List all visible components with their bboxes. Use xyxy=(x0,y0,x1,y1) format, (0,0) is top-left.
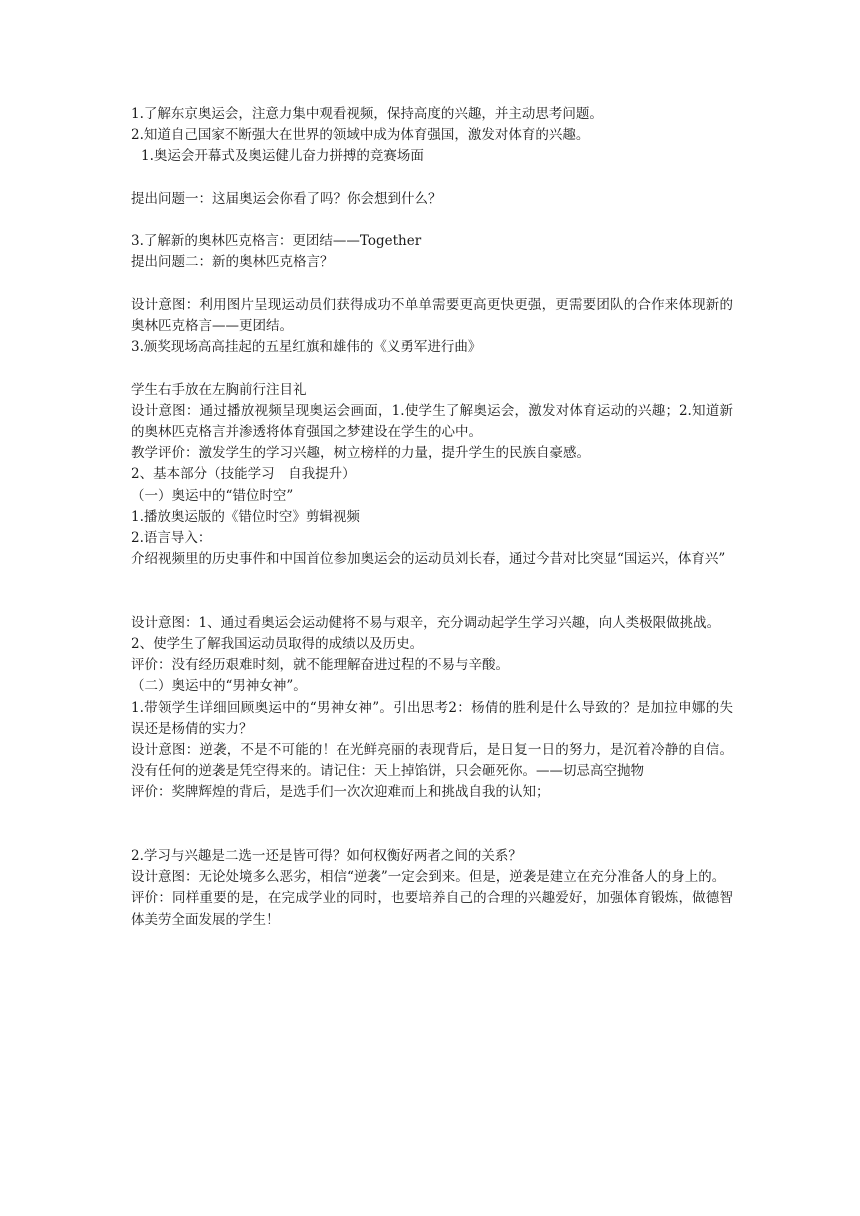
paragraph-opening-ceremony: 1.奥运会开幕式及奥运健儿奋力拼搏的竞赛场面 xyxy=(141,148,424,165)
paragraph-teaching-evaluation: 教学评价：激发学生的学习兴趣，树立榜样的力量，提升学生的民族自豪感。 xyxy=(131,445,590,462)
paragraph-history-intro: 介绍视频里的历史事件和中国首位参加奥运会的运动员刘长春，通过今昔对比突显“国运兴，体育兴” xyxy=(131,551,726,568)
paragraph-study-interest-question: 2.学习与兴趣是二选一还是皆可得？如何权衡好两者之间的关系？ xyxy=(131,847,522,864)
paragraph-design-intent-5: 设计意图：无论处境多么恶劣，相信“逆袭”一定会到来。但是，逆袭是建立在充分准备人的身上的。 xyxy=(131,869,726,886)
blank-line xyxy=(131,804,733,825)
paragraph-design-intent-3: 设计意图：1、通过看奥运会运动健将不易与艰辛，充分调动起学生学习兴趣，向人类极限做挑战。 xyxy=(131,614,721,631)
paragraph-goal-1: 1.了解东京奥运会，注意力集中观看视频，保持高度的兴趣，并主动思考问题。 xyxy=(131,106,603,122)
paragraph-achievements: 2、使学生了解我国运动员取得的成绩以及历史。 xyxy=(131,635,424,652)
blank-line xyxy=(131,358,733,379)
paragraph-language-intro: 2.语言导入： xyxy=(131,530,212,546)
blank-line xyxy=(131,825,733,846)
paragraph-motto: 3.了解新的奥林匹克格言：更团结——Together xyxy=(131,233,422,250)
paragraph-play-video: 1.播放奥运版的《错位时空》剪辑视频 xyxy=(131,508,360,525)
paragraph-award-ceremony: 3.颁奖现场高高挂起的五星红旗和雄伟的《义勇军进行曲》 xyxy=(131,339,482,356)
blank-line xyxy=(131,274,733,295)
paragraph-review-athletes: 1.带领学生详细回顾奥运中的“男神女神”。引出思考2：杨倩的胜利是什么导致的？是加拉申娜的失误还是杨倩的实力？ xyxy=(131,699,733,737)
paragraph-design-intent-1: 设计意图：利用图片呈现运动员们获得成功不单单需要更高更快更强，更需要团队的合作来体现新的奥林匹克格言——更团结。 xyxy=(131,296,733,334)
blank-line xyxy=(131,592,733,613)
blank-line xyxy=(131,168,733,189)
document-body xyxy=(131,104,733,931)
paragraph-salute: 学生右手放在左胸前行注目礼 xyxy=(131,381,307,398)
paragraph-evaluation-1: 评价：没有经历艰难时刻，就不能理解奋进过程的不易与辛酸。 xyxy=(131,657,509,674)
paragraph-question-1: 提出问题一：这届奥运会你看了吗？你会想到什么？ xyxy=(131,190,442,207)
paragraph-evaluation-2: 评价：奖牌辉煌的背后，是选手们一次次迎难而上和挑战自我的认知； xyxy=(131,784,550,801)
paragraph-basic-section: 2、基本部分（技能学习 自我提升） xyxy=(131,466,356,483)
paragraph-design-intent-4: 设计意图：逆袭，不是不可能的！在光鲜亮丽的表现背后，是日复一日的努力，是沉着冷静的自信。没有任何的逆袭是凭空得来的。请记住：天上掉馅饼，只会砸死你。——切忌高空抛物 xyxy=(131,742,733,780)
paragraph-subsection-1: （一）奥运中的“错位时空” xyxy=(131,487,294,504)
blank-line xyxy=(131,570,733,591)
blank-line xyxy=(131,210,733,231)
paragraph-design-intent-2: 设计意图：通过播放视频呈现奥运会画面，1.使学生了解奥运会，激发对体育运动的兴趣；2.知道新的奥林匹克格言并渗透将体育强国之梦建设在学生的心中。 xyxy=(131,402,733,440)
paragraph-subsection-2: （二）奥运中的“男神女神”。 xyxy=(131,678,307,695)
paragraph-goal-2: 2.知道自己国家不断强大在世界的领域中成为体育强国，激发对体育的兴趣。 xyxy=(131,127,590,144)
paragraph-question-2: 提出问题二：新的奥林匹克格言？ xyxy=(131,254,334,271)
paragraph-evaluation-3: 评价：同样重要的是，在完成学业的同时，也要培养自己的合理的兴趣爱好，加强体育锻炼，做德智体美劳全面发展的学生！ xyxy=(131,890,733,928)
